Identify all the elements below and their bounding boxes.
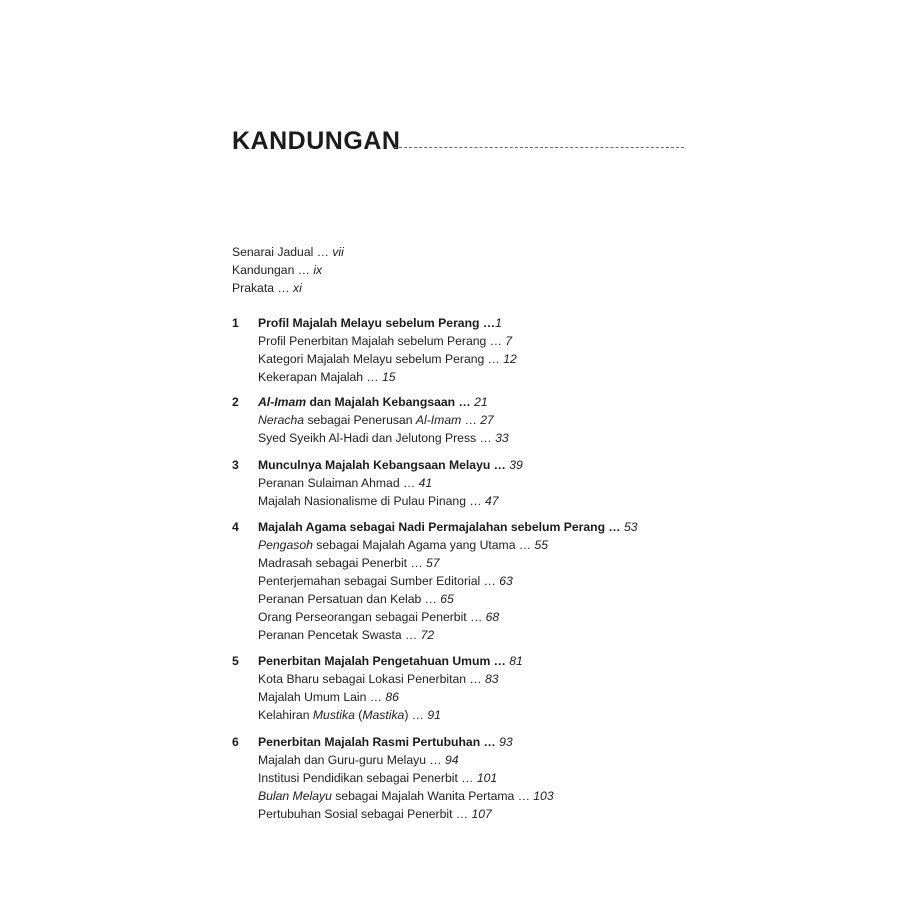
- prelims-list: [232, 243, 344, 297]
- section-entry: Institusi Pendidikan sebagai Penerbit … 101: [258, 771, 498, 785]
- chapter-number: 2: [232, 395, 239, 409]
- chapter-title: Munculnya Majalah Kebangsaan Melayu … 39: [258, 458, 523, 472]
- section-entry: Orang Perseorangan sebagai Penerbit … 68: [258, 610, 500, 624]
- page-number: 72: [420, 628, 435, 642]
- section-entry: Kekerapan Majalah … 15: [258, 370, 396, 384]
- page-number: 81: [509, 654, 523, 668]
- chapter-title: Al-Imam dan Majalah Kebangsaan … 21: [258, 395, 488, 409]
- page-number: 63: [499, 574, 513, 588]
- page-number: 47: [484, 494, 499, 508]
- page-number: xi: [292, 281, 302, 295]
- heading-rule: [394, 147, 684, 148]
- page-number: 55: [534, 538, 549, 552]
- page-number: 7: [505, 334, 513, 348]
- chapter-number: 3: [232, 458, 239, 472]
- page-title: KANDUNGAN: [232, 127, 401, 155]
- entry-label: Senarai Jadual …: [232, 245, 329, 259]
- section-entry: Peranan Persatuan dan Kelab … 65: [258, 592, 454, 606]
- section-entry: Neracha sebagai Penerusan Al-Imam … 27: [258, 413, 494, 427]
- section-entry: Kota Bharu sebagai Lokasi Penerbitan … 83: [258, 672, 499, 686]
- page-number: 41: [418, 476, 433, 490]
- chapter-number: 4: [232, 520, 239, 534]
- chapter-number: 6: [232, 735, 239, 749]
- page-number: 103: [533, 789, 554, 803]
- page-number: 39: [509, 458, 523, 472]
- section-entry: Pertubuhan Sosial sebagai Penerbit … 107: [258, 807, 492, 821]
- page-number: ix: [313, 263, 323, 277]
- page-number: 33: [495, 431, 509, 445]
- page-number: 68: [485, 610, 500, 624]
- page-number: 12: [503, 352, 517, 366]
- page-number: 53: [624, 520, 638, 534]
- heading-row: [232, 124, 692, 158]
- chapter-number: 5: [232, 654, 239, 668]
- prelim-entry: [232, 243, 344, 261]
- page-number: 107: [471, 807, 492, 821]
- page-number: 86: [385, 690, 399, 704]
- section-entry: Profil Penerbitan Majalah sebelum Perang … 7: [258, 334, 513, 348]
- section-entry: Bulan Melayu sebagai Majalah Wanita Pertama … 103: [258, 789, 554, 803]
- page-number: 93: [499, 735, 513, 749]
- section-entry: Madrasah sebagai Penerbit … 57: [258, 556, 440, 570]
- chapter-number: 1: [232, 316, 239, 330]
- chapter-title: Profil Majalah Melayu sebelum Perang …1: [258, 316, 502, 330]
- section-entry: Peranan Pencetak Swasta … 72: [258, 628, 435, 642]
- page-number: 83: [484, 672, 499, 686]
- page-number: 101: [476, 771, 498, 785]
- page-number: 21: [474, 395, 488, 409]
- page-number: 27: [480, 413, 494, 427]
- section-entry: Syed Syeikh Al-Hadi dan Jelutong Press … 33: [258, 431, 509, 445]
- page-number: 57: [426, 556, 440, 570]
- page-number: 15: [381, 370, 396, 384]
- page-number: vii: [332, 245, 344, 259]
- page-number: 65: [440, 592, 454, 606]
- section-entry: Peranan Sulaiman Ahmad … 41: [258, 476, 433, 490]
- chapter-title: Majalah Agama sebagai Nadi Permajalahan sebelum Perang … 53: [258, 520, 638, 534]
- entry-label: Kandungan …: [232, 263, 310, 277]
- chapter-title: Penerbitan Majalah Pengetahuan Umum … 81: [258, 654, 523, 668]
- page-number: 94: [444, 753, 459, 767]
- chapter-title: Penerbitan Majalah Rasmi Pertubuhan … 93: [258, 735, 513, 749]
- section-entry: Kelahiran Mustika (Mastika) … 91: [258, 708, 441, 722]
- page-number: 91: [427, 708, 441, 722]
- section-entry: Majalah Nasionalisme di Pulau Pinang … 47: [258, 494, 499, 508]
- section-entry: Pengasoh sebagai Majalah Agama yang Utama … 55: [258, 538, 549, 552]
- entry-label: Prakata …: [232, 281, 290, 295]
- section-entry: Majalah dan Guru-guru Melayu … 94: [258, 753, 459, 767]
- section-entry: Penterjemahan sebagai Sumber Editorial … 63: [258, 574, 513, 588]
- section-entry: Kategori Majalah Melayu sebelum Perang … 12: [258, 352, 517, 366]
- prelim-entry: [232, 279, 344, 297]
- page-number: 1: [495, 316, 502, 330]
- section-entry: Majalah Umum Lain … 86: [258, 690, 399, 704]
- prelim-entry: [232, 261, 344, 279]
